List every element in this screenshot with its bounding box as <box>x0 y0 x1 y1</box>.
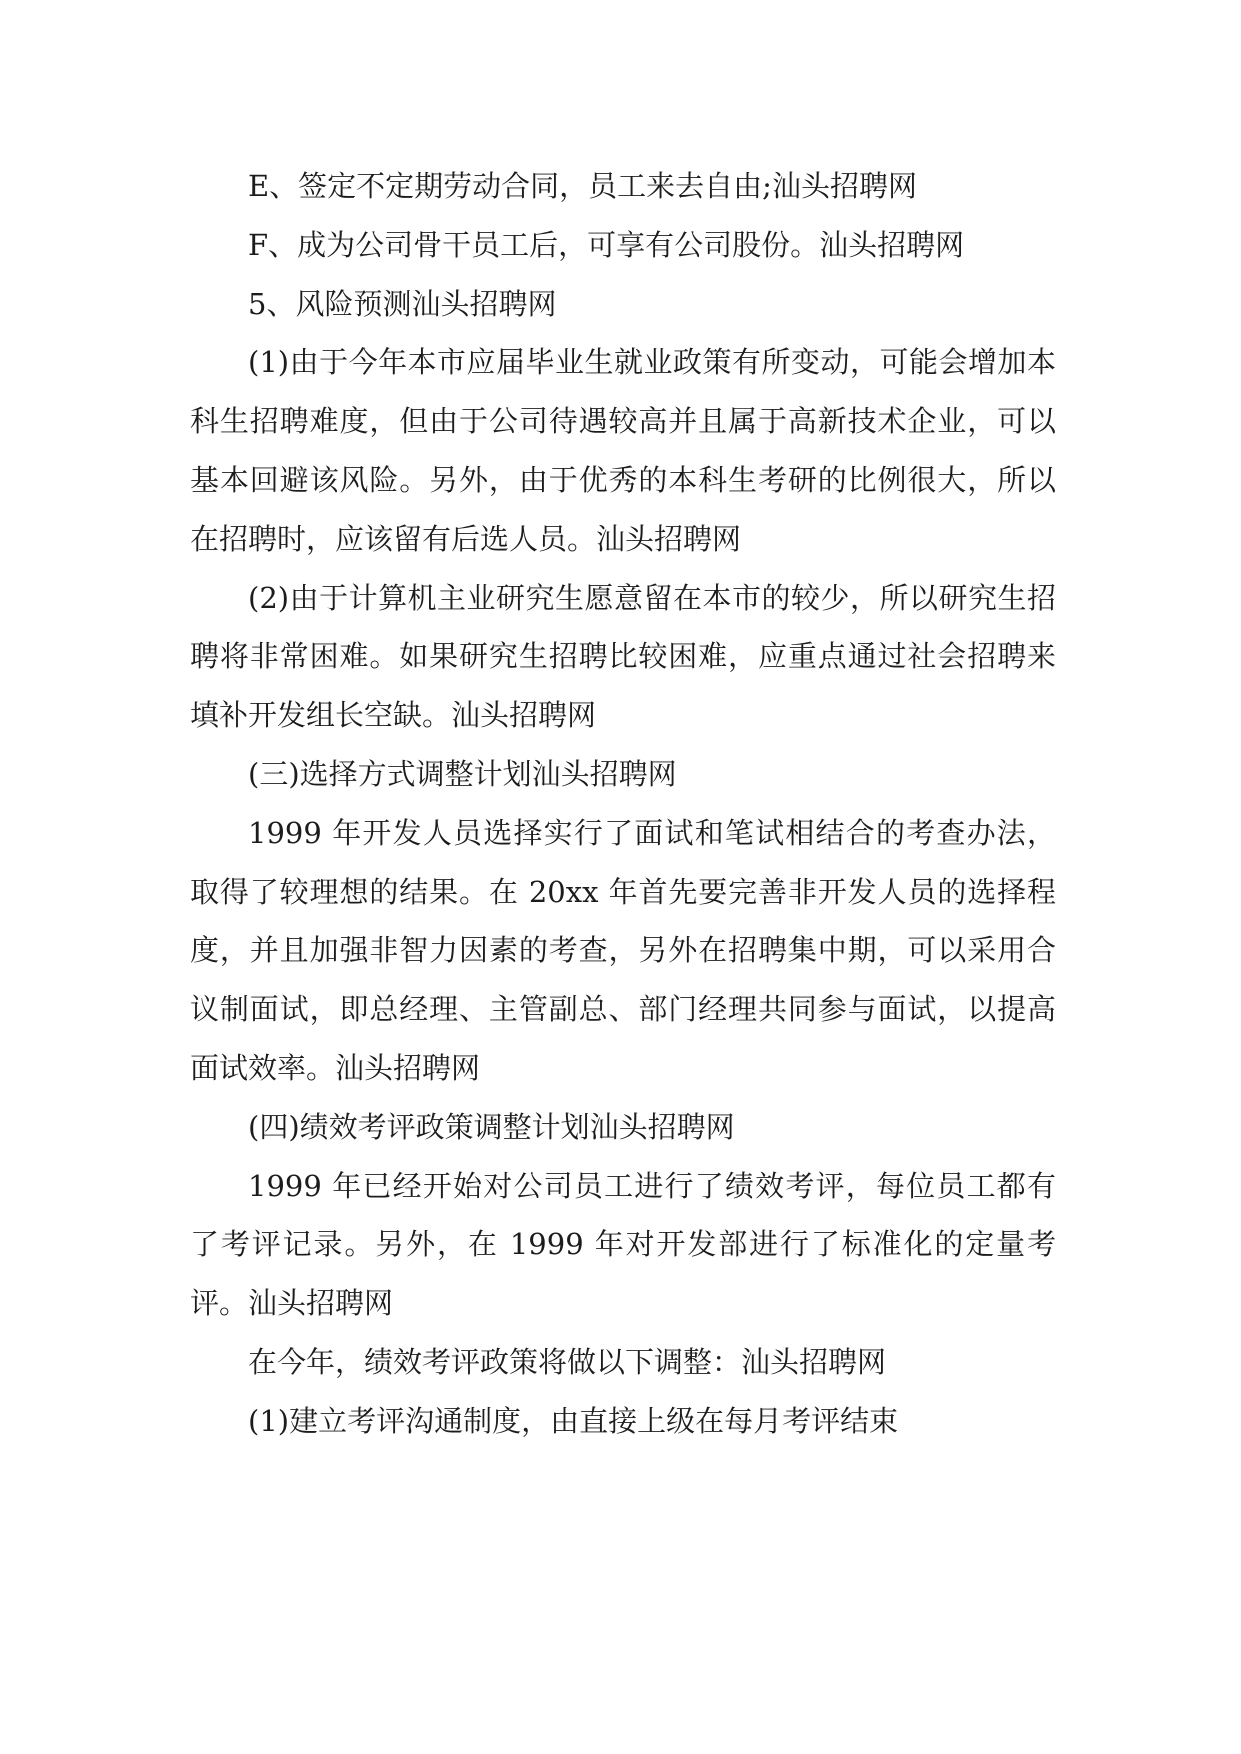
document-body <box>190 157 1056 1451</box>
paragraph-item-f: F、成为公司骨干员工后，可享有公司股份。汕头招聘网 <box>248 227 965 262</box>
paragraph-item-e: E、签定不定期劳动合同，员工来去自由;汕头招聘网 <box>248 169 917 203</box>
section-heading-performance-plan: (四)绩效考评政策调整计划汕头招聘网 <box>248 1109 735 1144</box>
section-heading-selection-plan: (三)选择方式调整计划汕头招聘网 <box>248 756 677 791</box>
paragraph-risk-1: (1)由于今年本市应届毕业生就业政策有所变动，可能会增加本科生招聘难度，但由于公司待遇较高并且属于高新技术企业，可以基本回避该风险。另外，由于优秀的本科生考研的比例很大，所以在招聘时，应该留有后选人员。汕头招聘网 <box>190 345 1056 556</box>
paragraph-risk-2: (2)由于计算机主业研究生愿意留在本市的较少，所以研究生招聘将非常困难。如果研究生招聘比较困难，应重点通过社会招聘来填补开发组长空缺。汕头招聘网 <box>190 580 1056 733</box>
section-heading-risk-forecast: 5、风险预测汕头招聘网 <box>248 286 557 321</box>
paragraph-selection-plan: 1999 年开发人员选择实行了面试和笔试相结合的考查办法，取得了较理想的结果。在 20xx 年首先要完善非开发人员的选择程度，并且加强非智力因素的考查，另外在招聘集中期，可以采用合议制面试，即总经理、主管副总、部门经理共同参与面试，以提高面试效率。汕头招聘网 <box>190 815 1056 1085</box>
paragraph-performance-item-1: (1)建立考评沟通制度，由直接上级在每月考评结束 <box>248 1403 899 1438</box>
paragraph-performance-intro: 在今年，绩效考评政策将做以下调整：汕头招聘网 <box>248 1344 887 1379</box>
paragraph-performance-history: 1999 年已经开始对公司员工进行了绩效考评，每位员工都有了考评记录。另外，在 1999 年对开发部进行了标准化的定量考评。汕头招聘网 <box>190 1168 1056 1321</box>
